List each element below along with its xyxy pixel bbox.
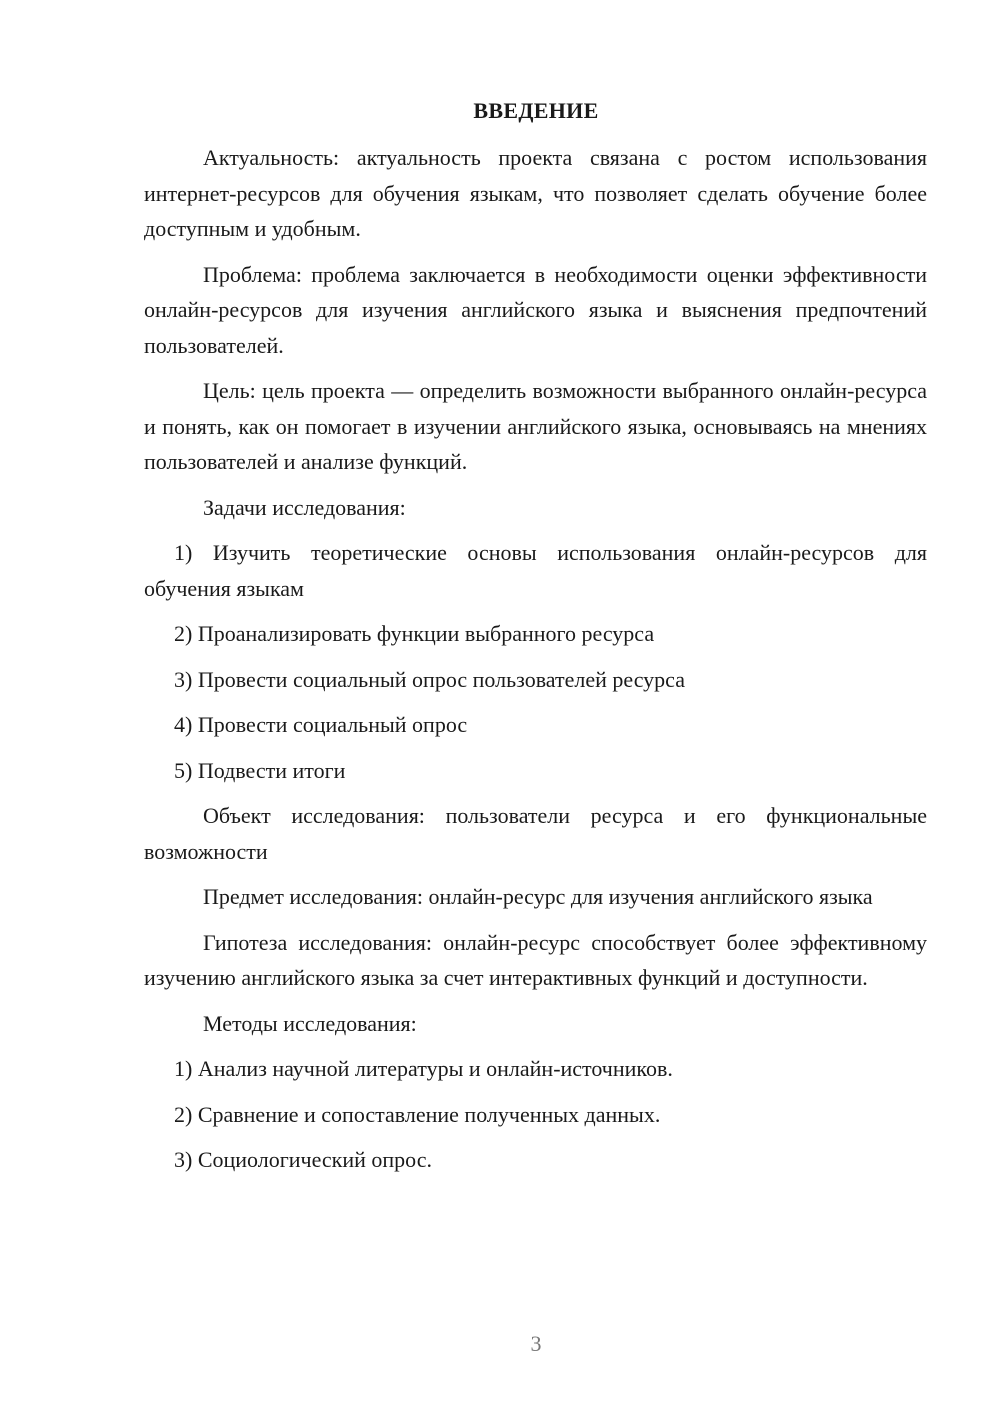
document-body bbox=[144, 140, 927, 1188]
document-title: ВВЕДЕНИЕ bbox=[473, 98, 599, 123]
task-item: 3) Провести социальный опрос пользователей ресурса bbox=[174, 666, 685, 692]
task-item: 4) Провести социальный опрос bbox=[174, 712, 468, 737]
page-number: 3 bbox=[530, 1331, 542, 1356]
method-item: 1) Анализ научной литературы и онлайн-источников. bbox=[174, 1056, 673, 1081]
subject-paragraph: Предмет исследования: онлайн-ресурс для изучения английского языка bbox=[203, 884, 873, 909]
relevance-paragraph: Актуальность: актуальность проекта связана с ростом использования интернет-ресурсов для обучения языкам, что позволяет сделать обучение более доступным и удобным. bbox=[144, 145, 927, 241]
goal-paragraph: Цель: цель проекта — определить возможности выбранного онлайн-ресурса и понять, как он помогает в изучении английского языка, основываясь на мнениях пользователей и анализе функций. bbox=[144, 378, 927, 474]
method-item: 2) Сравнение и сопоставление полученных данных. bbox=[174, 1101, 661, 1127]
object-paragraph: Объект исследования: пользователи ресурса и его функциональные возможности bbox=[144, 803, 927, 864]
problem-paragraph: Проблема: проблема заключается в необходимости оценки эффективности онлайн-ресурсов для изучения английского языка и выяснения предпочтений пользователей. bbox=[144, 261, 927, 358]
task-item: 1) Изучить теоретические основы использования онлайн-ресурсов для обучения языкам bbox=[144, 540, 927, 601]
method-item: 3) Социологический опрос. bbox=[174, 1147, 432, 1172]
tasks-heading: Задачи исследования: bbox=[203, 494, 406, 520]
task-item: 2) Проанализировать функции выбранного ресурса bbox=[174, 621, 655, 646]
methods-heading: Методы исследования: bbox=[203, 1010, 417, 1036]
hypothesis-paragraph: Гипотеза исследования: онлайн-ресурс способствует более эффективному изучению английского языка за счет интерактивных функций и доступности. bbox=[144, 929, 927, 990]
task-item: 5) Подвести итоги bbox=[174, 757, 346, 783]
